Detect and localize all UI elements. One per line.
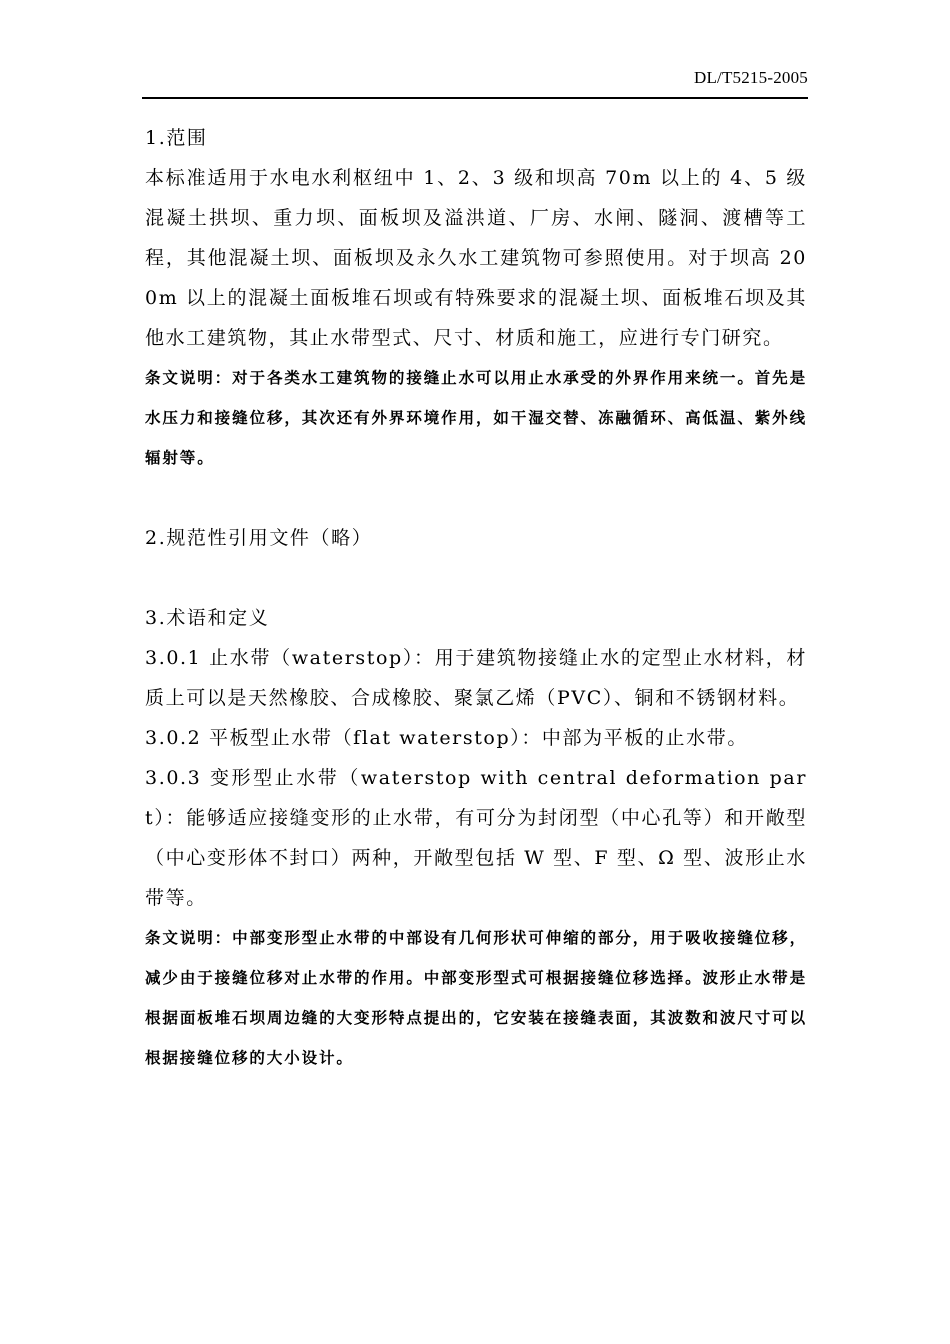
section-1-text: 本标准适用于水电水利枢纽中 1、2、3 级和坝高 70m 以上的 4、5 级混凝土拱坝、重力坝、面板坝及溢洪道、厂房、水闸、隧洞、渡槽等工程，其他混凝土坝、面板坝及永久水工建筑物可参照使用。对于坝高 200m 以上的混凝土面板堆石坝或有特殊要求的混凝土坝、面板堆石坝及其他水工建筑物，其止水带型式、尺寸、材质和施工，应进行专门研究。 (145, 167, 807, 349)
section-1-heading: 1.范围 (145, 127, 208, 149)
term-3-0-3: 3.0.3 变形型止水带（waterstop with central deformation part）：能够适应接缝变形的止水带，有可分为封闭型（中心孔等）和开敞型（中心变形体不封口）两种，开敞型包括 W 型、F 型、Ω 型、波形止水带等。 (145, 767, 807, 909)
section-3-heading: 3.术语和定义 (145, 607, 270, 629)
section-1-note: 条文说明：对于各类水工建筑物的接缝止水可以用止水承受的外界作用来统一。首先是水压力和接缝位移，其次还有外界环境作用，如干湿交替、冻融循环、高低温、紫外线辐射等。 (145, 369, 807, 467)
term-3-0-1: 3.0.1 止水带（waterstop）：用于建筑物接缝止水的定型止水材料，材质上可以是天然橡胶、合成橡胶、聚氯乙烯（PVC）、铜和不锈钢材料。 (145, 647, 807, 709)
term-3-0-2: 3.0.2 平板型止水带（flat waterstop）：中部为平板的止水带。 (145, 727, 748, 749)
document-code: DL/T5215-2005 (693, 68, 808, 87)
spacer (145, 478, 807, 518)
spacer (145, 558, 807, 598)
document-body (145, 118, 807, 1078)
section-3-note: 条文说明：中部变形型止水带的中部设有几何形状可伸缩的部分，用于吸收接缝位移，减少由于接缝位移对止水带的作用。中部变形型式可根据接缝位移选择。波形止水带是根据面板堆石坝周边缝的大变形特点提出的，它安装在接缝表面，其波数和波尺寸可以根据接缝位移的大小设计。 (145, 929, 807, 1067)
header-divider (142, 97, 808, 99)
section-2-heading: 2.规范性引用文件（略） (145, 527, 373, 549)
